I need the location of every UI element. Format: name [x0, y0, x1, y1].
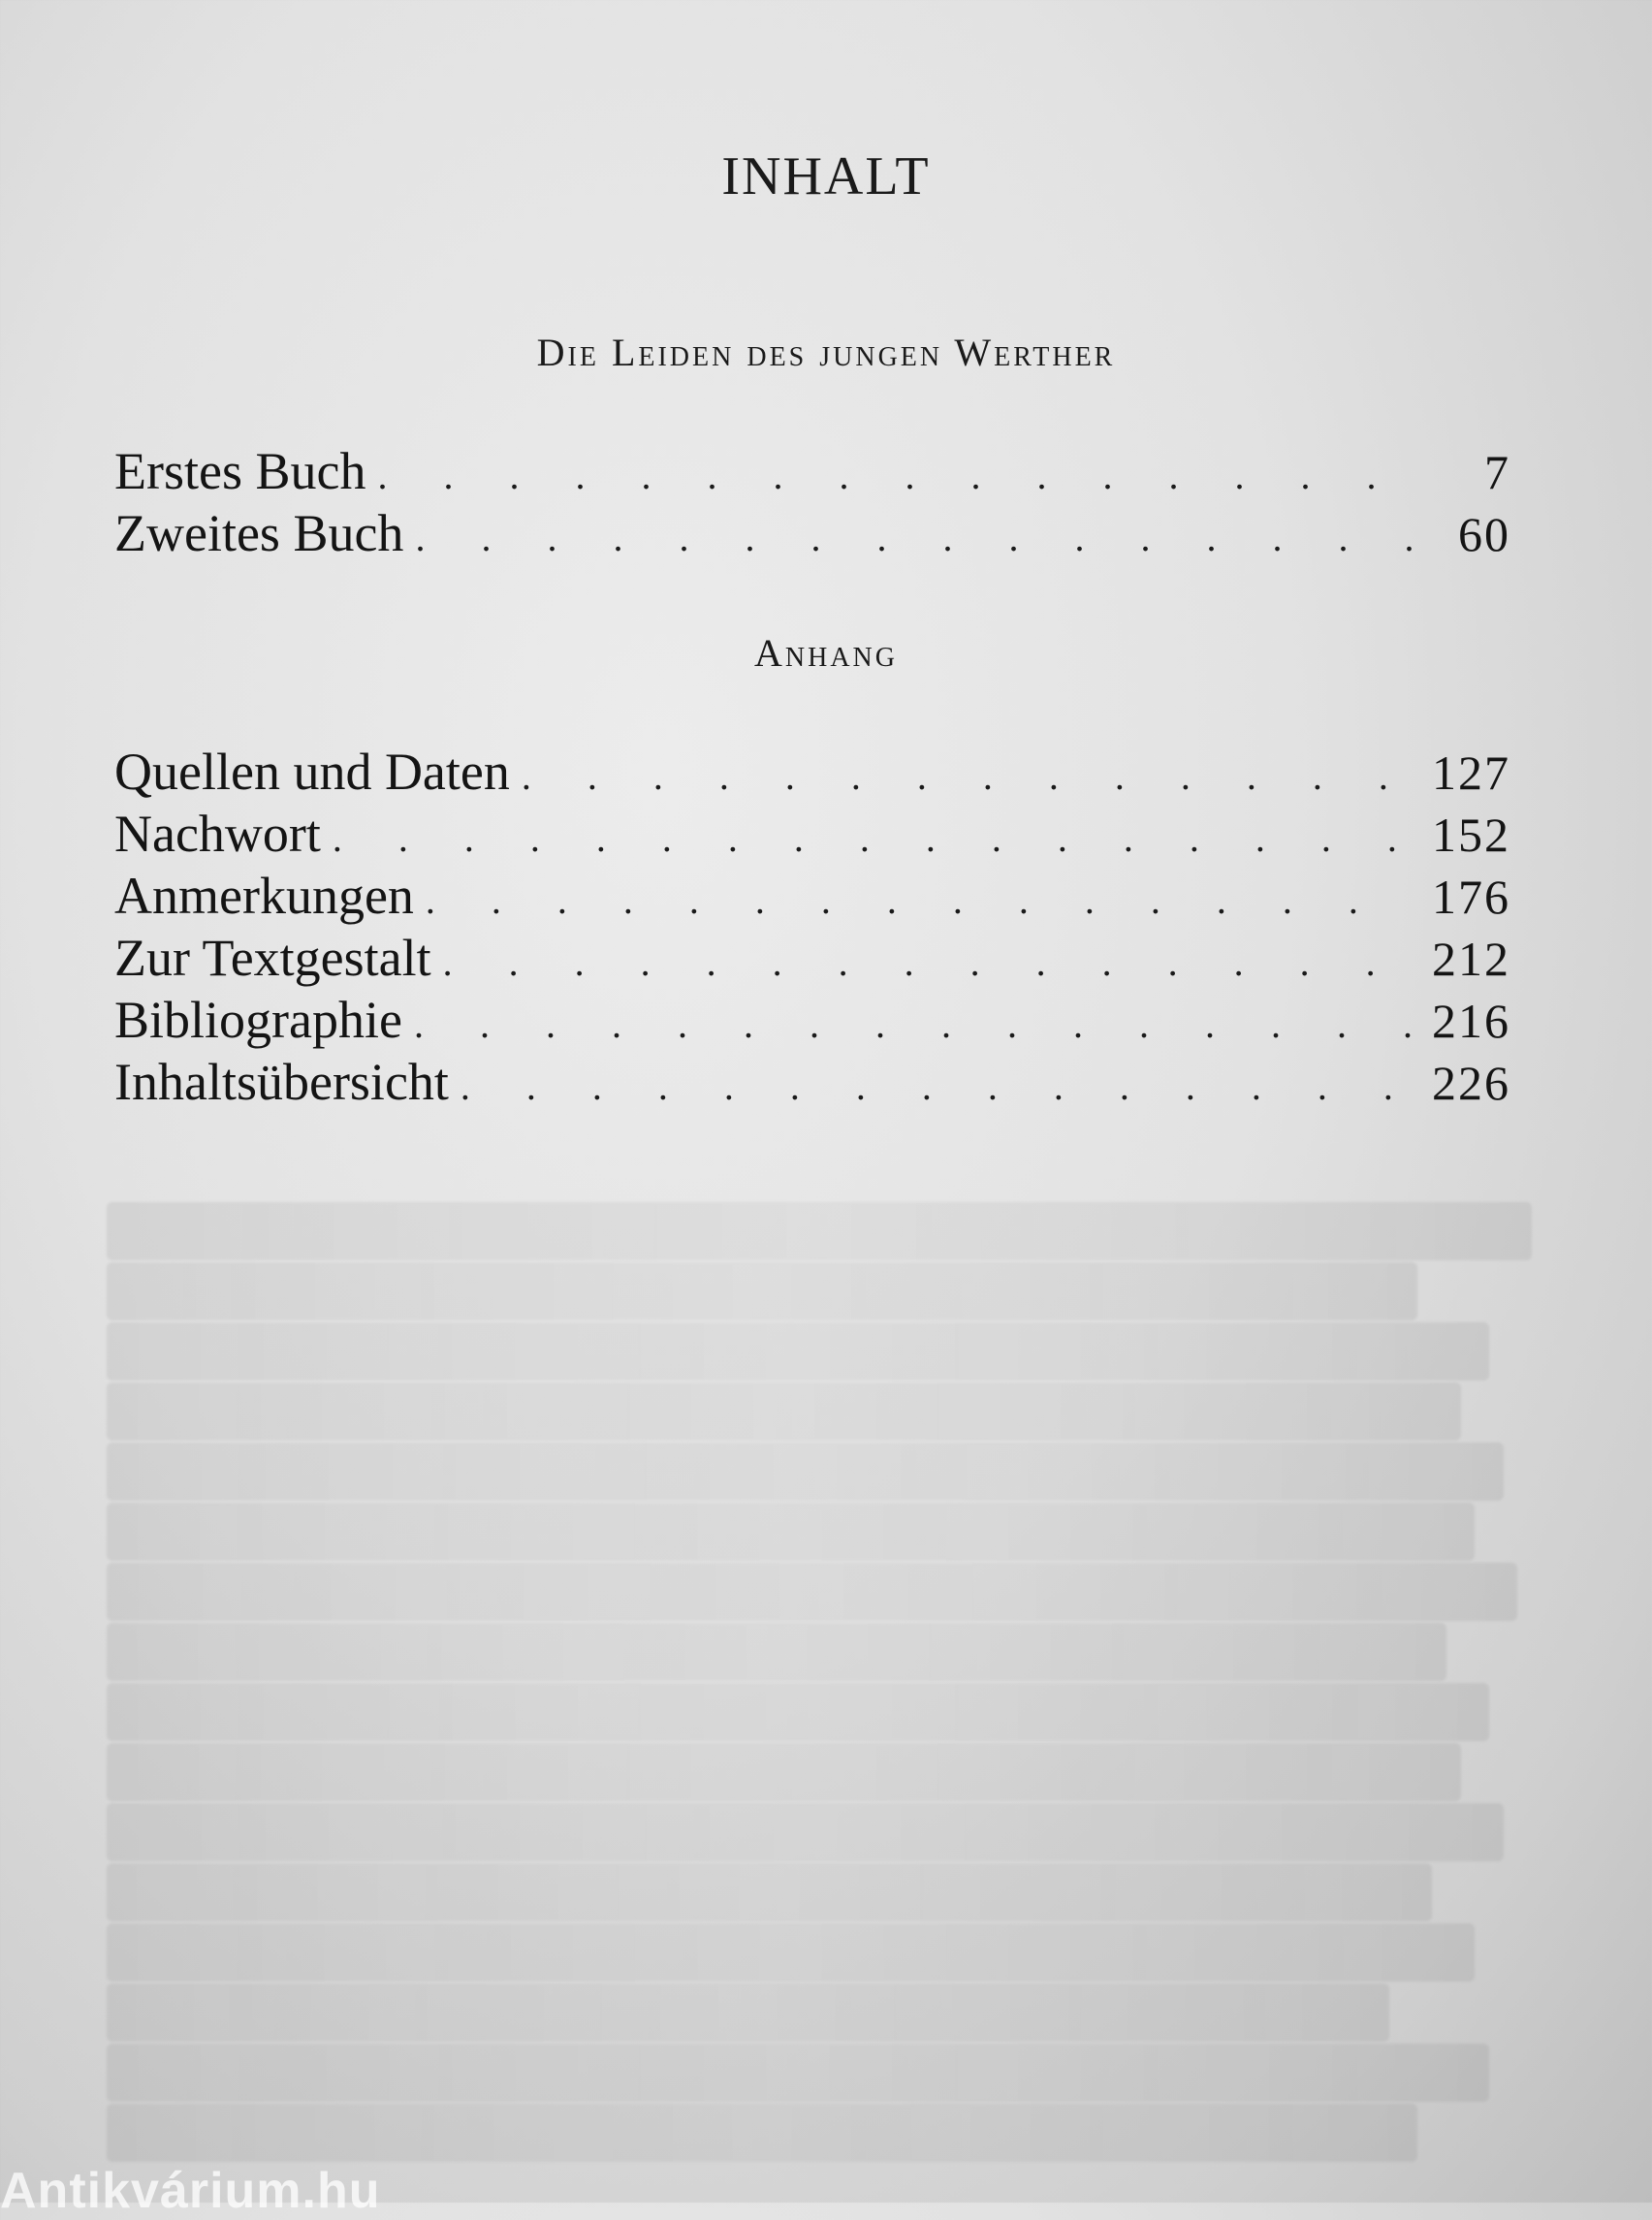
toc-entry-page: 152: [1432, 808, 1510, 862]
toc-entry: [114, 804, 1510, 866]
toc-entry: [114, 928, 1510, 990]
toc-entry-page: 127: [1432, 745, 1510, 800]
toc-entry-label: Nachwort: [114, 805, 321, 863]
toc-entry: [114, 742, 1510, 804]
toc-list-anhang: [114, 742, 1510, 1114]
section-heading-werther: Die Leiden des jungen Werther: [536, 331, 1116, 374]
section-heading-anhang: Anhang: [754, 631, 898, 675]
toc-entry-label: Bibliographie: [114, 991, 402, 1049]
dot-leader: [443, 939, 1412, 985]
dot-leader: [415, 515, 1412, 560]
toc-entry-page: 216: [1432, 994, 1510, 1048]
toc-entry: [114, 441, 1510, 503]
toc-entry-label: Erstes Buch: [114, 442, 366, 500]
toc-entry-label: Quellen und Daten: [114, 743, 510, 801]
toc-entry: [114, 503, 1510, 565]
toc-entry-label: Inhaltsübersicht: [114, 1053, 449, 1111]
dot-leader: [522, 753, 1412, 799]
toc-entry-page: 60: [1458, 507, 1510, 561]
dot-leader: [426, 877, 1412, 923]
dot-leader: [461, 1063, 1412, 1109]
toc-entry-page: 212: [1432, 932, 1510, 986]
dot-leader: [333, 815, 1412, 861]
dot-leader: [414, 1001, 1412, 1047]
toc-entry-page: 226: [1432, 1056, 1510, 1110]
toc-entry-label: Zweites Buch: [114, 504, 404, 562]
toc-entry-page: 7: [1484, 445, 1510, 499]
toc-entry-page: 176: [1432, 870, 1510, 924]
dot-leader: [377, 453, 1412, 498]
toc-entry: [114, 990, 1510, 1052]
toc-entry: [114, 1052, 1510, 1114]
bleed-through-text: [107, 1202, 1532, 2164]
watermark: Antikvárium.hu: [0, 2163, 381, 2219]
page-title: INHALT: [721, 146, 931, 206]
toc-entry-label: Zur Textgestalt: [114, 929, 431, 987]
toc-list-werther: [114, 441, 1510, 565]
toc-entry: [114, 866, 1510, 928]
toc-entry-label: Anmerkungen: [114, 867, 414, 925]
